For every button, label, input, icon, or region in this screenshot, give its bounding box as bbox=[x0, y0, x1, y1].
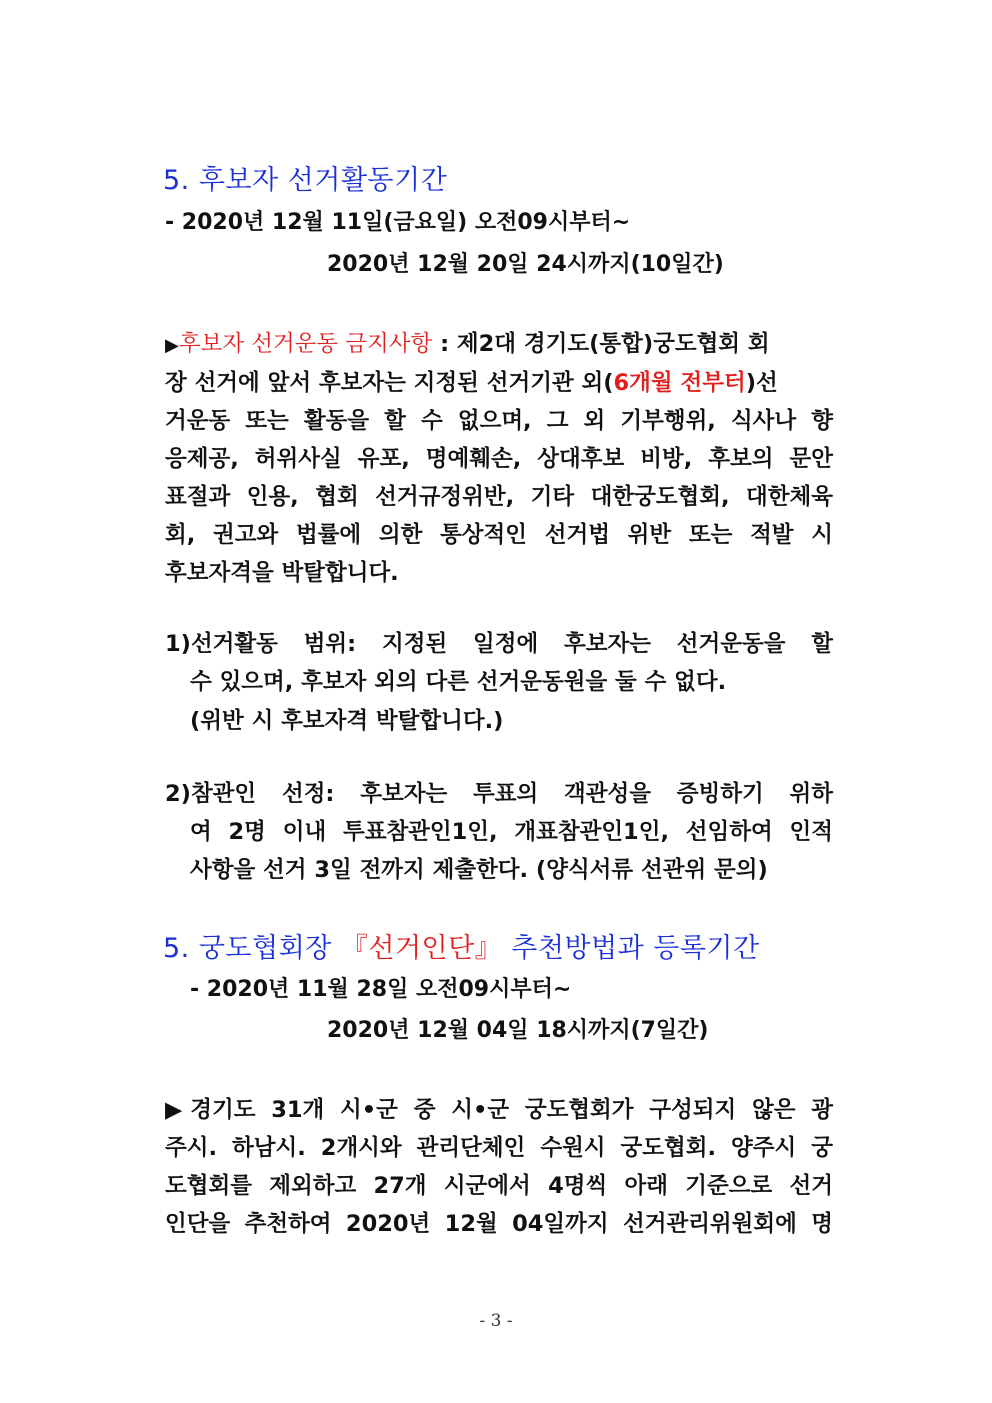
prohibition-line-7: 후보자격을 박탈합니다. bbox=[165, 560, 399, 586]
item2-line-3: 사항을 선거 3일 전까지 제출한다. (양식서류 선관위 문의) bbox=[190, 857, 768, 883]
campaign-period-end: 2020년 12월 20일 24시까지(10일간) bbox=[327, 252, 724, 277]
section-heading-campaign-period: 5. 후보자 선거활동기간 bbox=[163, 165, 448, 196]
prohibition-line-1: ▶후보자 선거운동 금지사항 : 제2대 경기도(통합)궁도협회 회 bbox=[165, 331, 770, 357]
six-months-highlight: 6개월 전부터 bbox=[613, 370, 746, 396]
item1-line-3: (위반 시 후보자격 박탈합니다.) bbox=[190, 708, 504, 734]
prohibition-line-3: 거운동 또는 활동을 할 수 없으며, 그 외 기부행위, 식사나 향 bbox=[165, 408, 833, 434]
prohibition-line-6: 회, 권고와 법률에 의한 통상적인 선거법 위반 또는 적발 시 bbox=[165, 522, 833, 548]
elector-period-start: - 2020년 11월 28일 오전09시부터~ bbox=[190, 977, 572, 1002]
prohibition-label: 후보자 선거운동 금지사항 bbox=[178, 331, 433, 357]
gyeonggi-line-1: ▶경기도 31개 시•군 중 시•군 궁도협회가 구성되지 않은 광 bbox=[165, 1097, 833, 1123]
prohibition-line-4: 응제공, 허위사실 유포, 명예훼손, 상대후보 비방, 후보의 문안 bbox=[165, 446, 833, 472]
section-heading-electors: 5. 궁도협회장 『선거인단』 추천방법과 등록기간 bbox=[163, 933, 760, 964]
item1-line-1: 1)선거활동 범위: 지정된 일정에 후보자는 선거운동을 할 bbox=[165, 631, 833, 657]
arrow-bullet-icon: ▶ bbox=[165, 335, 179, 356]
elector-period-end: 2020년 12월 04일 18시까지(7일간) bbox=[327, 1018, 709, 1043]
gyeonggi-line-4: 인단을 추천하여 2020년 12월 04일까지 선거관리위원회에 명 bbox=[165, 1211, 833, 1237]
prohibition-line-5: 표절과 인용, 협회 선거규정위반, 기타 대한궁도협회, 대한체육 bbox=[165, 484, 833, 510]
gyeonggi-line-2: 주시. 하남시. 2개시와 관리단체인 수원시 궁도협회. 양주시 궁 bbox=[165, 1135, 833, 1161]
campaign-period-start: - 2020년 12월 11일(금요일) 오전09시부터~ bbox=[165, 210, 631, 235]
prohibition-line-2: 장 선거에 앞서 후보자는 지정된 선거기관 외(6개월 전부터)선 bbox=[165, 370, 778, 396]
item1-line-2: 수 있으며, 후보자 외의 다른 선거운동원을 둘 수 없다. bbox=[190, 669, 727, 695]
gyeonggi-line-3: 도협회를 제외하고 27개 시군에서 4명씩 아래 기준으로 선거 bbox=[165, 1173, 833, 1199]
page-number: - 3 - bbox=[479, 1311, 513, 1331]
item2-line-2: 여 2명 이내 투표참관인1인, 개표참관인1인, 선임하여 인적 bbox=[190, 819, 833, 845]
electors-highlight: 『선거인단』 bbox=[340, 933, 503, 964]
item2-line-1: 2)참관인 선정: 후보자는 투표의 객관성을 증빙하기 위하 bbox=[165, 781, 833, 807]
